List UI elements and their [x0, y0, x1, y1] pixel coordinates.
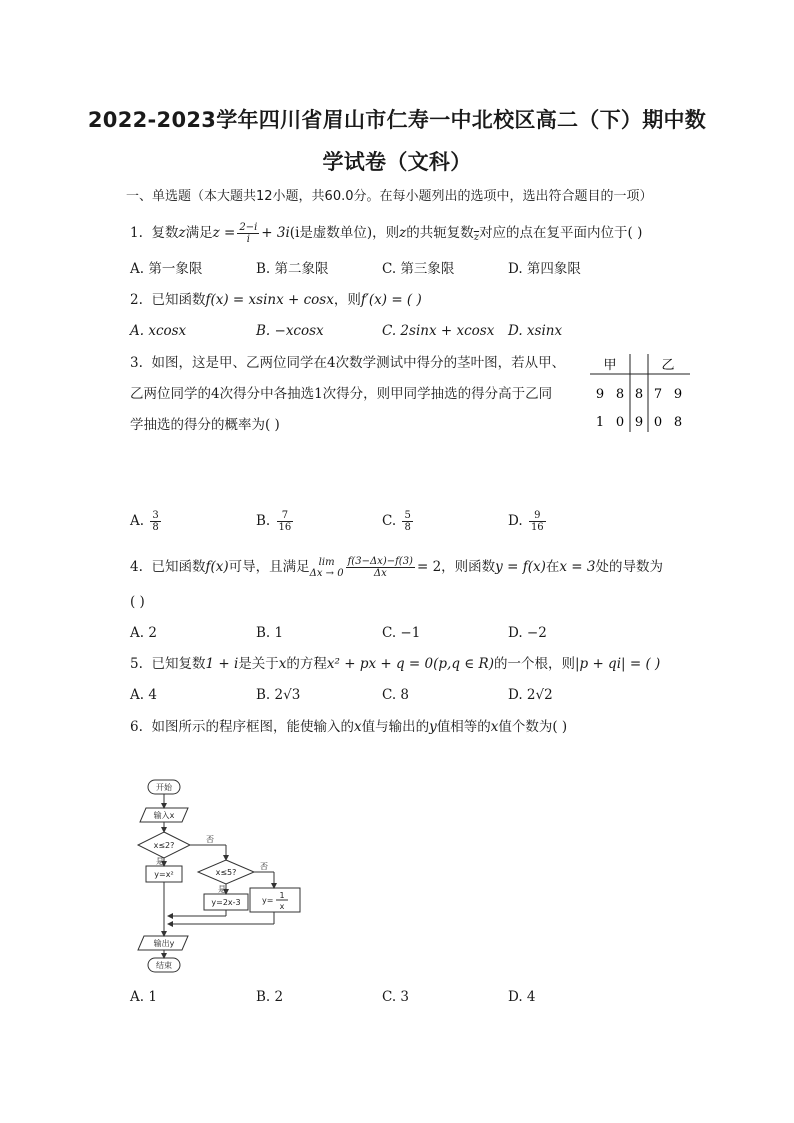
flow-yes-1: 是: [156, 857, 164, 866]
flow-output-label: 输出y: [153, 939, 175, 948]
stem-leaf-r2: 8: [673, 415, 683, 430]
q3-option-num: 5: [404, 510, 411, 521]
q3-option-den: 8: [404, 522, 411, 533]
q4-text: 可导，且满足: [228, 559, 310, 575]
q4-text: 处的导数为: [595, 559, 663, 575]
q2-math: f′(x) = ( ): [360, 292, 422, 308]
question-1: [130, 222, 642, 247]
question-5: [130, 655, 660, 673]
q5-var: x: [278, 656, 287, 672]
q5-option-a[interactable]: A. 4: [130, 687, 157, 703]
stem-leaf-l1: 1: [595, 415, 605, 430]
q6-text: 值与输出的: [361, 719, 430, 735]
q3-option-label: D.: [508, 513, 523, 529]
question-2: [130, 291, 422, 309]
q4-math: f(x): [205, 559, 229, 575]
q1-option-a[interactable]: A. 第一象限: [130, 261, 203, 277]
q2-option-c[interactable]: C. 2sinx + xcosx: [382, 323, 495, 339]
q2-option-a[interactable]: A. xcosx: [130, 323, 187, 339]
stem-leaf-r1: 7: [653, 387, 663, 402]
q3-number: 3.: [130, 355, 143, 371]
q6-var: x: [353, 719, 362, 735]
q3-option-num: 3: [152, 510, 159, 521]
q4-option-a[interactable]: A. 2: [130, 625, 157, 641]
stem-value: 9: [634, 415, 644, 430]
flowchart: [128, 772, 318, 978]
q1-frac-num: 2−i: [239, 222, 258, 233]
q3-option-den: 16: [530, 522, 544, 533]
q4-frac-num: f(3−Δx)−f(3): [347, 556, 413, 567]
q3-text: 如图，这是甲、乙两位同学在4次数学测试中得分的茎叶图，若从甲、: [151, 355, 566, 371]
q5-option-d[interactable]: D. 2√2: [508, 687, 553, 703]
q1-conjugate: z: [473, 232, 480, 243]
flow-no-2: 否: [260, 862, 268, 871]
q1-var: z: [178, 225, 186, 241]
section-heading: 一、单选题（本大题共12小题，共60.0分。在每小题列出的选项中，选出符合题目的一项）: [126, 189, 653, 204]
q5-option-b[interactable]: B. 2√3: [256, 687, 301, 703]
q3-option-d[interactable]: [508, 510, 548, 533]
q2-option-d[interactable]: D. xsinx: [508, 323, 563, 339]
q4-fraction: [346, 556, 415, 579]
flow-no-1: 否: [206, 835, 214, 844]
q4-option-b[interactable]: B. 1: [256, 625, 284, 641]
q6-option-b[interactable]: B. 2: [256, 989, 284, 1005]
stem-head-left: 甲: [603, 358, 617, 373]
flow-process-3: [250, 888, 300, 912]
q2-text: ，则: [333, 292, 361, 308]
q1-text: 满足: [185, 225, 213, 241]
q4-frac-den: Δx: [373, 568, 387, 579]
page-title-line1: 2022-2023学年四川省眉山市仁寿一中北校区高二（下）期中数: [87, 108, 707, 132]
stem-head-right: 乙: [661, 358, 675, 373]
q5-text: 的一个根，则: [493, 656, 575, 672]
q4-text: 已知函数: [151, 559, 206, 575]
flow-end-label: 结束: [156, 961, 172, 970]
q6-option-a[interactable]: A. 1: [130, 989, 157, 1005]
q1-math: z =: [212, 225, 236, 241]
flow-process-2-label: y=2x-3: [211, 898, 241, 907]
q3-option-den: 16: [278, 522, 292, 533]
q3-option-a[interactable]: [130, 510, 163, 533]
q4-text: 在: [545, 559, 560, 575]
question-6: [130, 718, 567, 736]
page-title-line2: 学试卷（文科）: [322, 150, 472, 174]
q2-math: f(x) = xsinx + cosx: [205, 292, 334, 308]
q1-var: z: [399, 225, 407, 241]
stem-value: 8: [634, 387, 644, 402]
q1-text: 的共轭复数: [406, 225, 474, 241]
question-3-line1: [130, 354, 565, 372]
flow-input-label: 输入x: [153, 811, 175, 820]
q4-text: ，则函数: [441, 559, 496, 575]
q5-option-c[interactable]: C. 8: [382, 687, 410, 703]
q3-option-num: 7: [277, 510, 294, 522]
q5-number: 5.: [130, 656, 143, 672]
q1-text: 对应的点在复平面内位于( ): [479, 225, 643, 241]
flow-process-3-lhs: y=: [262, 896, 274, 905]
q3-option-c[interactable]: [382, 510, 415, 533]
q3-option-num: 9: [529, 510, 546, 522]
q5-text: 是关于: [238, 656, 279, 672]
stem-leaf-l1: 9: [595, 387, 605, 402]
flow-process-3-num: 1: [279, 891, 285, 900]
q5-text: 已知复数: [151, 656, 206, 672]
q5-math: |p + qi| = ( ): [574, 656, 661, 672]
q4-number: 4.: [130, 559, 143, 575]
q3-option-label: B.: [256, 513, 271, 529]
q5-math: x² + px + q = 0(p,q ∈ R): [326, 656, 494, 672]
question-3-line3: 学抽选的得分的概率为( ): [130, 417, 280, 433]
q4-lim-bottom: Δx → 0: [309, 567, 344, 579]
question-4: [130, 556, 663, 579]
q1-math: + 3i: [261, 225, 290, 241]
stem-leaf-l2: 0: [615, 415, 625, 430]
q3-option-label: A.: [130, 513, 145, 529]
q4-limit: [310, 557, 344, 579]
q1-text: (i是虚数单位)，则: [289, 225, 400, 241]
q5-math: 1 + i: [205, 656, 239, 672]
q6-var: x: [490, 719, 499, 735]
q3-option-den: 8: [152, 522, 159, 533]
stem-leaf-plot: [588, 352, 692, 434]
q4-math: y = f(x): [495, 559, 546, 575]
q3-option-b[interactable]: [256, 510, 295, 533]
q1-number: 1.: [130, 225, 143, 241]
q1-option-b[interactable]: B. 第二象限: [256, 261, 329, 277]
q4-option-d[interactable]: D. −2: [508, 625, 547, 641]
question-4-line2: ( ): [130, 594, 145, 610]
q6-text: 值相等的: [436, 719, 491, 735]
q1-frac-den: i: [246, 234, 250, 245]
q4-option-c[interactable]: C. −1: [382, 625, 421, 641]
stem-leaf-l2: 8: [615, 387, 625, 402]
q4-math: x = 3: [559, 559, 596, 575]
q1-option-c[interactable]: C. 第三象限: [382, 261, 455, 277]
q2-number: 2.: [130, 292, 143, 308]
flow-process-1-label: y=x²: [154, 870, 174, 879]
q2-text: 已知函数: [151, 292, 206, 308]
stem-leaf-r1: 0: [653, 415, 663, 430]
q2-option-b[interactable]: B. −xcosx: [256, 323, 324, 339]
q6-number: 6.: [130, 719, 143, 735]
q6-option-d[interactable]: D. 4: [508, 989, 536, 1005]
q1-text: 复数: [151, 225, 179, 241]
flow-decision-2-label: x≤5?: [215, 868, 237, 877]
flow-yes-2: 是: [218, 885, 226, 894]
stem-leaf-r2: 9: [673, 387, 683, 402]
q6-text: 值个数为( ): [498, 719, 568, 735]
q5-text: 的方程: [286, 656, 327, 672]
q6-option-c[interactable]: C. 3: [382, 989, 410, 1005]
flow-process-3-den: x: [279, 902, 285, 911]
flow-start-label: 开始: [156, 783, 172, 792]
question-3-line2: 乙两位同学的4次得分中各抽选1次得分，则甲同学抽选的得分高于乙同: [130, 386, 553, 402]
q4-lim-top: lim: [318, 556, 335, 568]
q1-fraction: [237, 222, 259, 245]
q3-option-label: C.: [382, 513, 397, 529]
q6-text: 如图所示的程序框图，能使输入的: [151, 719, 354, 735]
q4-math: = 2: [416, 559, 442, 575]
q1-option-d[interactable]: D. 第四象限: [508, 261, 581, 277]
flow-decision-1-label: x≤2?: [153, 841, 175, 850]
q6-var: y: [429, 719, 437, 735]
